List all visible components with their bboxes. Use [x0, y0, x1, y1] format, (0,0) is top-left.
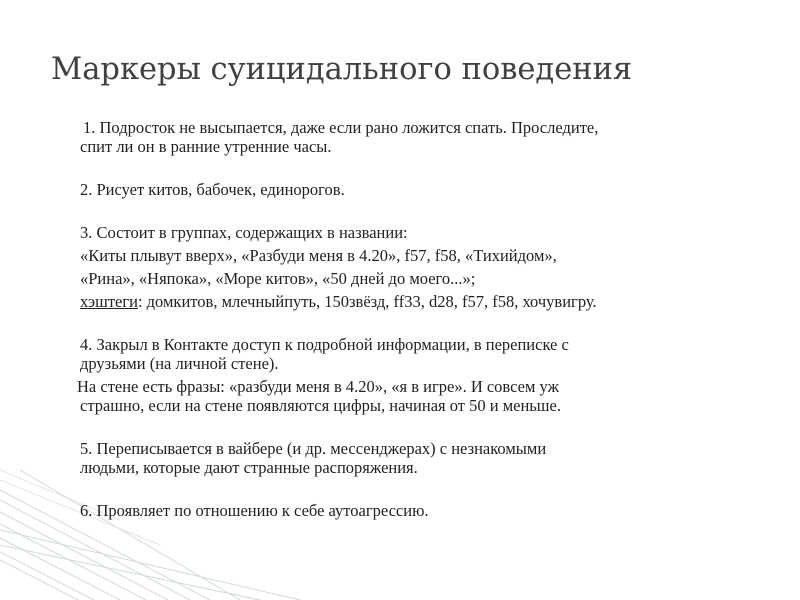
spacer [80, 477, 760, 501]
item-4-line-1: 4. Закрыл в Контакте доступ к подробной информации, в переписке с [80, 335, 569, 354]
spacer [80, 156, 760, 180]
slide-title: Маркеры суицидального поведения [51, 52, 633, 87]
item-2: 2. Рисует китов, бабочек, единорогов. [80, 180, 345, 199]
item-5-line-1: 5. Переписывается в вайбере (и др. мессенджерах) с незнакомыми [80, 439, 547, 458]
slide-body [77, 118, 760, 520]
spacer [80, 199, 760, 223]
item-3-line-3: «Рина», «Няпока», «Море китов», «50 дней до моего...»; [80, 269, 476, 288]
item-3-line-1: 3. Состоит в группах, содержащих в названии: [80, 223, 408, 242]
spacer [80, 311, 760, 335]
hashtags-list: : домкитов, млечныйпуть, 150звёзд, ff33, d28, f57, f58, хочувигру. [137, 292, 597, 311]
item-3-hashtags [80, 292, 760, 311]
item-4-line-3: На стене есть фразы: «разбуди меня в 4.20», «я в игре». И совсем уж [77, 377, 559, 396]
item-4-line-2: друзьями (на личной стене). [80, 354, 279, 373]
hashtags-link[interactable]: хэштеги [80, 292, 138, 311]
item-1-line-2: спит ли он в ранние утренние часы. [80, 137, 332, 156]
spacer [80, 415, 760, 439]
item-6: 6. Проявляет по отношению к себе аутоагрессию. [80, 501, 429, 520]
item-4-line-4: страшно, если на стене появляются цифры, начиная от 50 и меньше. [80, 396, 561, 415]
item-5-line-2: людьми, которые дают странные распоряжения. [80, 458, 418, 477]
item-1-line-1: 1. Подросток не высыпается, даже если рано ложится спать. Проследите, [83, 118, 599, 137]
item-3-line-2: «Киты плывут вверх», «Разбуди меня в 4.20», f57, f58, «Тихийдом», [80, 246, 557, 265]
